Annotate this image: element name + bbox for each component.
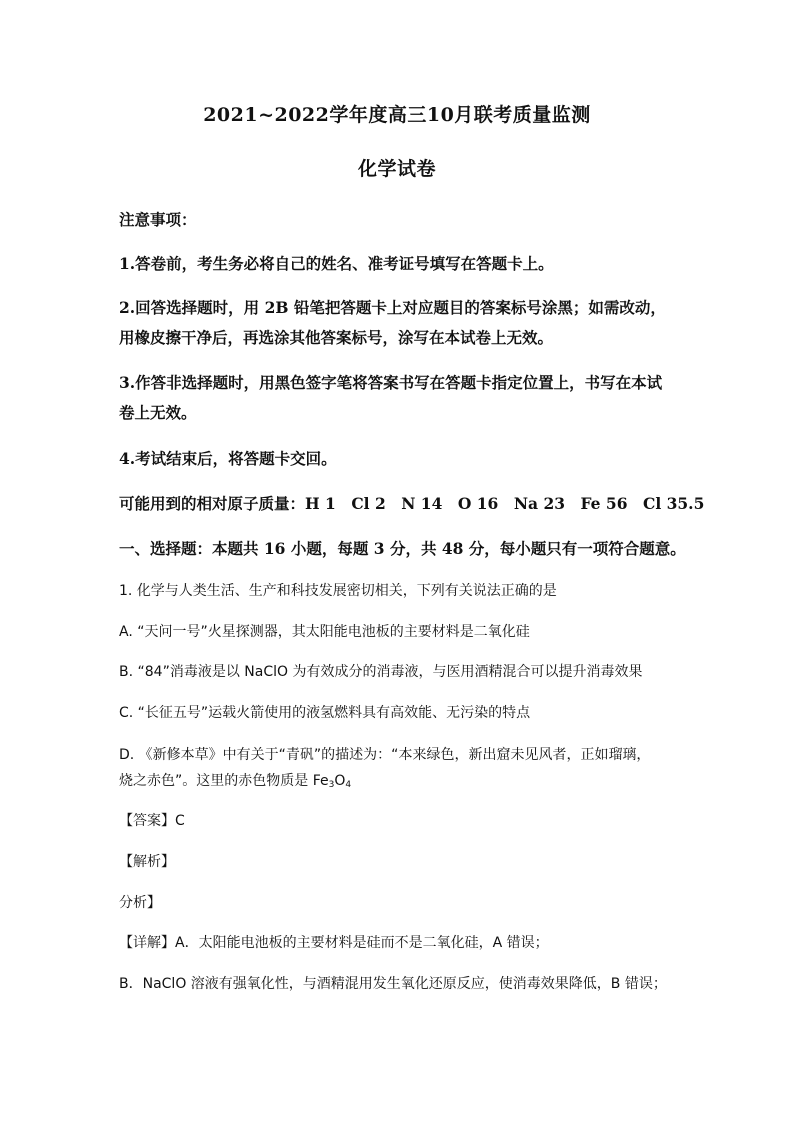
notes-item-3-line-1: 3.作答非选择题时，用黑色签字笔将答案书写在答题卡指定位置上，书写在本试 [119,373,663,392]
oxygen-symbol: O [334,773,346,789]
question-1-option-b: B. “84”消毒液是以 NaClO 为有效成分的消毒液，与医用酒精混合可以提升消毒效果 [119,664,643,680]
subscript-4: 4 [345,780,352,790]
subscript-3: 3 [328,780,335,790]
question-1-option-d-line-2 [119,770,351,790]
analysis-heading: 【解析】 [119,854,175,870]
question-1-option-d-line-1: D. 《新修本草》中有关于“青矾”的描述为：“本来绿色，新出窟未见风者，正如瑠璃， [119,747,651,763]
question-1-option-a: A. “天问一号”火星探测器，其太阳能电池板的主要材料是二氧化硅 [119,624,530,640]
answer: 【答案】C [119,813,185,829]
section-1-heading: 一、选择题：本题共 16 小题，每题 3 分，共 48 分，每小题只有一项符合题意。 [119,539,686,558]
notes-heading: 注意事项： [119,210,197,229]
atomic-masses: 可能用到的相对原子质量：H 1 Cl 2 N 14 O 16 Na 23 Fe 56 Cl 35.5 [119,494,705,513]
detail-b: B．NaClO 溶液有强氧化性，与酒精混用发生氧化还原反应，使消毒效果降低，B 错误； [119,976,667,992]
detail-a: 【详解】A．太阳能电池板的主要材料是硅而不是二氧化硅，A 错误； [119,935,549,951]
notes-item-4: 4.考试结束后，将答题卡交回。 [119,449,337,468]
question-1-option-c: C. “长征五号”运载火箭使用的液氢燃料具有高效能、无污染的特点 [119,705,531,721]
question-1-stem: 1. 化学与人类生活、生产和科技发展密切相关，下列有关说法正确的是 [119,583,557,599]
exam-title: 2021~2022学年度高三10月联考质量监测 [203,104,591,126]
notes-item-1: 1.答卷前，考生务必将自己的姓名、准考证号填写在答题卡上。 [119,254,554,273]
notes-item-2-line-1: 2.回答选择题时，用 2B 铅笔把答题卡上对应题目的答案标号涂黑；如需改动， [119,298,666,317]
analysis-sub: 分析】 [119,895,161,911]
notes-item-3-line-2: 卷上无效。 [119,403,197,422]
option-d-text: 烧之赤色”。这里的赤色物质是 Fe [119,773,329,789]
exam-subtitle: 化学试卷 [357,158,436,180]
notes-item-2-line-2: 用橡皮擦干净后，再选涂其他答案标号，涂写在本试卷上无效。 [119,328,554,347]
